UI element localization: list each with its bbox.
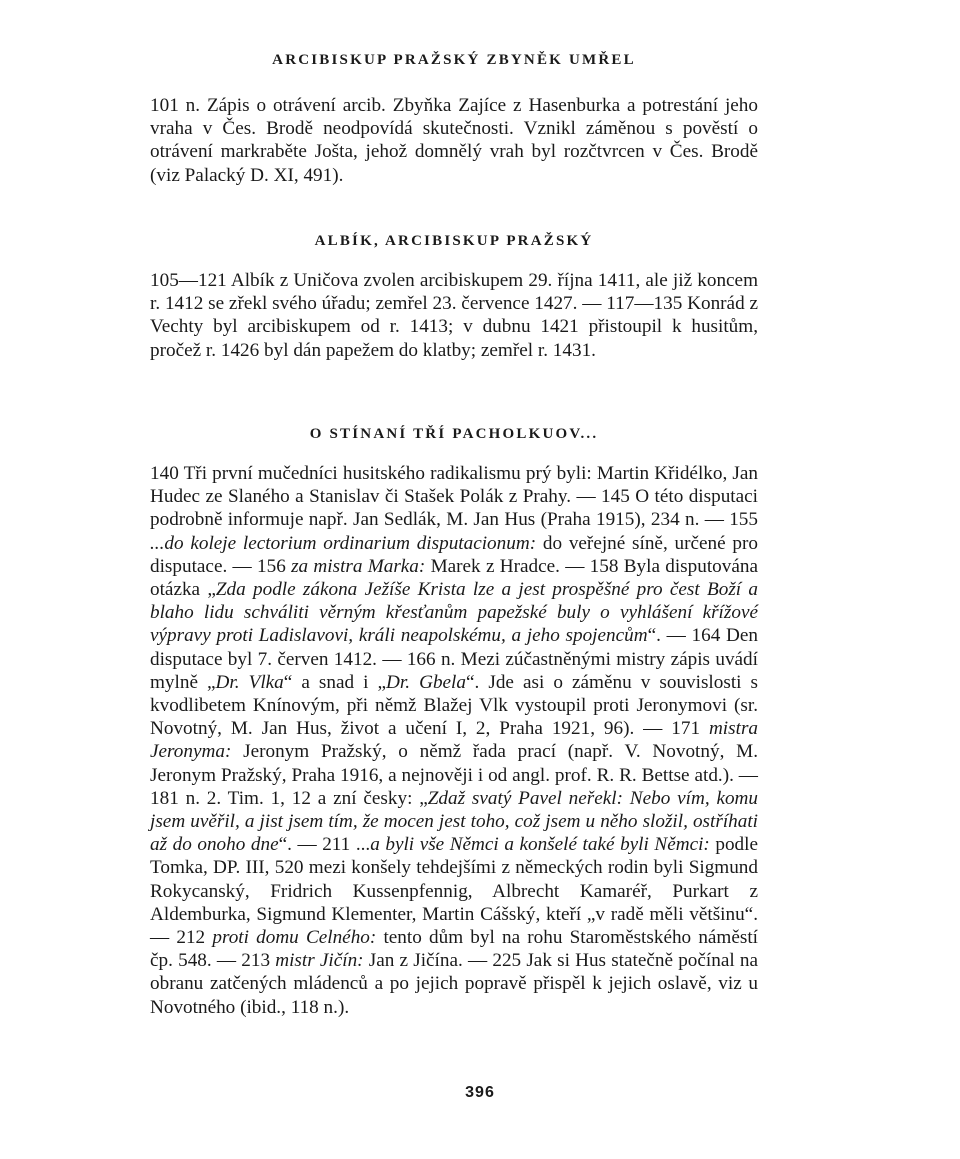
text-run: Marek z Hradce. — 158 Byla disputována otázka „ (150, 555, 758, 601)
italic-run: a byli vše Němci a konšelé také byli Němci: (370, 834, 710, 856)
italic-run: Dr. Gbela (386, 671, 466, 693)
italic-run: za mistra Marka: (291, 555, 426, 577)
italic-run: Zdaž svatý Pavel neřekl: Nebo vím, komu jsem uvěřil, a jist jsem tím, že mocen jest toho, což jsem u něho složil, ostříhati až do onoho dne (150, 787, 758, 856)
text-run: 105—121 Albík z Uničova zvolen arcibiskupem 29. října 1411, ale již koncem r. 1412 se zřekl svého úřadu; zemřel 23. července 1427. — 117—135 Konrád z Vechty byl arcibiskupem od r. 1413; v dubnu 1421 přistoupil k husitům, pročež r. 1426 byl dán papežem do klatby; zemřel r. 1431. (150, 270, 758, 361)
text-run: Jeronym Pražský, o němž řada prací (např. V. Novotný, M. Jeronym Pražský, Praha 1916, a nejnověji i od angl. prof. R. R. Bettse atd.). — 181 n. 2. Tim. 1, 12 a zní česky: „ (150, 741, 758, 809)
section-heading-pacholkuov: O STÍNANÍ TŘÍ PACHOLKUOV... (309, 426, 599, 442)
italic-run: ...do koleje lectorium ordinarium disputacionum: (150, 532, 537, 554)
paragraph-albik-note (150, 269, 758, 362)
page-number: 396 (465, 1084, 495, 1101)
paragraph-zbynek-note (150, 94, 758, 187)
text-run: podle Tomka, DP. III, 520 mezi konšely tehdejšími z německých rodin byli Sigmund Rokycanský, Fridrich Kussenpfennig, Albrecht Kamaréř, Purkart z Aldemburka, Sigmund Klementer, Martin Cášský, kteří „v radě měli většinu“. — 212 (150, 834, 758, 949)
text-run: 140 Tři první mučedníci husitského radikalismu prý byli: Martin Křidélko, Jan Hudec ze Slaného a Stanislav či Stašek Polák z Prahy. — 145 O této disputaci podrobně informuje např. Jan Sedlák, M. Jan Hus (Praha 1915), 234 n. — 155 (150, 463, 758, 531)
italic-run: mistra Jeronyma: (150, 718, 758, 763)
text-run: “. Jde asi o záměnu v souvislosti s kvodlibetem Knínovým, při němž Blažej Vlk vystoupil proti Jeronymovi (sr. Novotný, M. Jan Hus, život a učení I, 2, Praha 1921, 96). — 171 (150, 671, 759, 740)
text-run: Jan z Jičína. — 225 Jak si Hus statečně počínal na obranu zatčených mládenců a po jejich popravě přispěl k jejich oslavě, viz u Novotného (ibid., 118 n.). (150, 950, 758, 1018)
paragraph-pacholkuov-note (150, 462, 758, 1019)
text-run: tento dům byl na rohu Staroměstského náměstí čp. 548. — 213 (150, 927, 759, 972)
section-heading-zbynek: ARCIBISKUP PRAŽSKÝ ZBYNĚK UMŘEL (272, 52, 636, 68)
italic-run: Zda podle zákona Ježíše Krista lze a jest prospěšné pro čest Boží a blaho lidu schváliti věrným křesťanům papežské buly o vyhlášení křížové výpravy proti Ladislavovi, králi neapolskému, a jeho spojencům (150, 579, 758, 647)
text-run: “. — 164 Den disputace byl 7. červen 1412. — 166 n. Mezi zúčastněnými mistry zápis uvádí mylně „ (150, 625, 758, 693)
section-heading-albik: ALBÍK, ARCIBISKUP PRAŽSKÝ (314, 233, 594, 249)
text-run: “ a snad i „ (283, 671, 387, 693)
text-run: “. — 211 ... (278, 834, 371, 856)
text-run: 101 n. Zápis o otrávení arcib. Zbyňka Zajíce z Hasenburka a potrestání jeho vraha v Čes. Brodě neodpovídá skutečnosti. Vznikl záměnou s pověstí o otrávení markraběte Jošta, jehož domnělý vrah byl rozčtvrcen v Čes. Brodě (viz Palacký D. XI, 491). (150, 95, 758, 186)
italic-run: proti domu Celného: (212, 927, 377, 949)
italic-run: mistr Jičín: (275, 950, 364, 972)
text-run: do veřejné síně, určené pro disputace. — 156 (150, 532, 758, 577)
italic-run: Dr. Vlka (215, 671, 284, 693)
